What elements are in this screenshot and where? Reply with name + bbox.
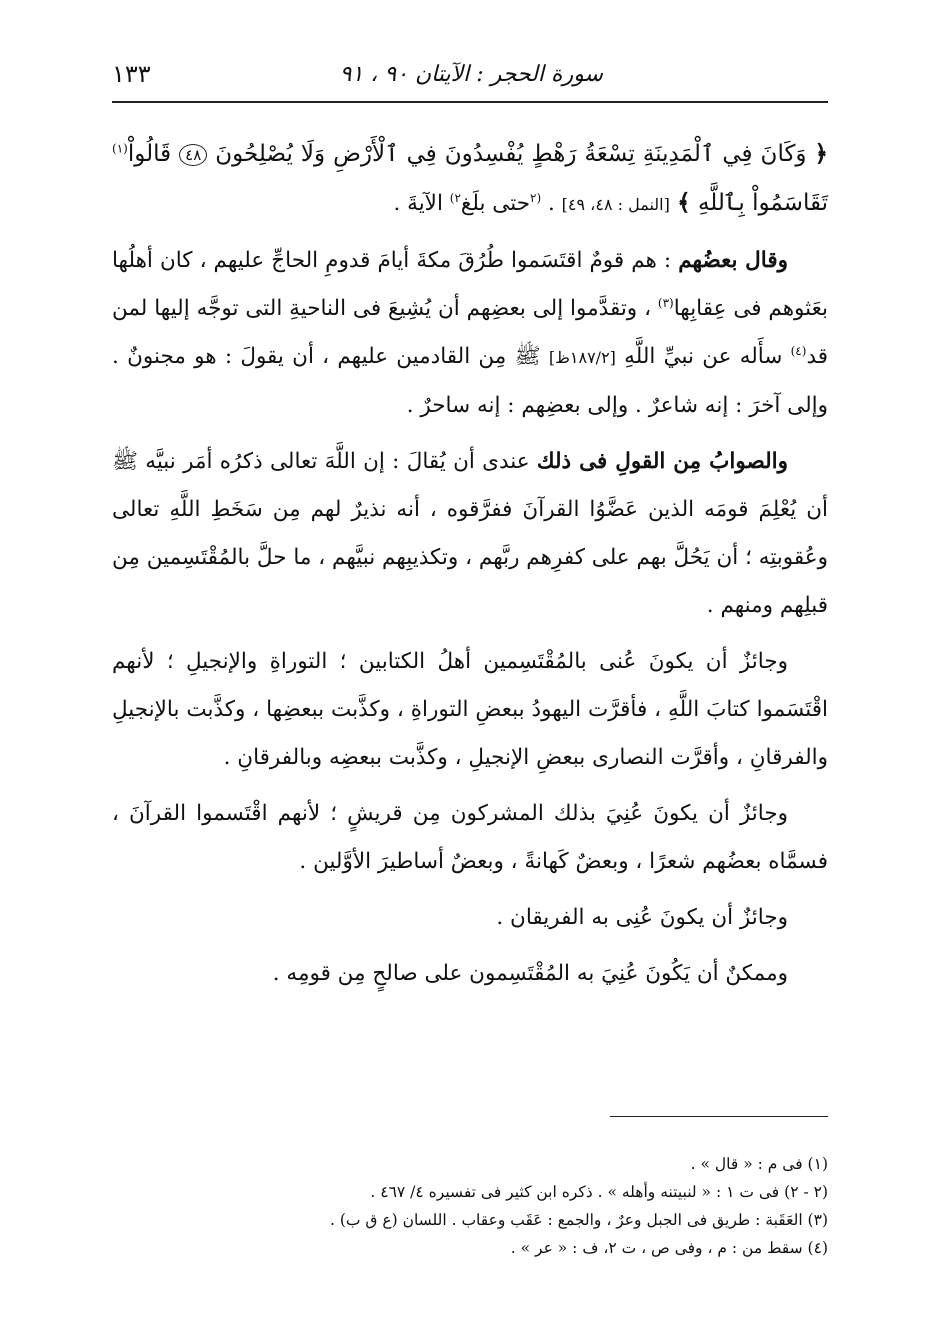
text-segment: سأَله عن نبيِّ اللَّهِ (624, 344, 783, 369)
page-header (112, 62, 828, 102)
quran-close-bracket: ﴾ (677, 189, 691, 216)
text-segment: حتى بلَغ (460, 191, 530, 216)
paragraph-lead: والصوابُ مِن القولِ فى ذلك (536, 449, 789, 474)
footnote: (١) فى م : « قال » . (690, 1155, 828, 1173)
footnote: (٣) العَقَبة : طريق فى الجبل وعرٌ ، والجمع : عَقَب وعقاب . اللسان (ع ق ب) . (329, 1211, 828, 1229)
text-segment: أن يُعْلِمَ قومَه الذين عَضَّوُا القرآنَ ففرَّقوه ، أنه نذيرٌ لهم مِن سَخَطِ اللَّهِ تعالى وعُقوبتِه ؛ أن يَحُلَّ بهم على كفرِهم ربَّهم ، وتكذيبِهم نبيَّهم ، ما حلَّ بالمُقْتَسِمين مِن قبلِهم ومنهم . (112, 497, 828, 618)
paragraph (112, 237, 828, 430)
verse-text: وَكَانَ فِي ٱلْمَدِينَةِ تِسْعَةُ رَهْطٍ يُفْسِدُونَ فِي ٱلْأَرْضِ وَلَا يُصْلِحُونَ (215, 141, 807, 167)
verse-number-marker: ٤٨ (179, 144, 207, 166)
running-title: سورة الحجر : الآيتان ٩٠ ، ٩١ (339, 62, 603, 87)
footnote-marker: (١) (112, 141, 128, 156)
paragraph (112, 438, 828, 630)
quran-verse-paragraph (112, 130, 828, 229)
paragraph: وممكنٌ أن يَكُونَ عُنِيَ به المُقْتَسِمون على صالحٍ مِن قومِه . (272, 961, 788, 986)
salla-glyph: ﷺ (112, 449, 138, 474)
footnote: (٢ - ٢) فى ت ١ : « لنبيتنه وأهله » . ذكره ابن كثير فى تفسيره ٤/ ٤٦٧ . (370, 1183, 828, 1201)
quran-open-bracket: ﴿ (814, 140, 829, 167)
footnote-marker: (٢ (529, 190, 542, 205)
text-segment: : هم قومٌ اقتَسَموا طُرُقَ مكةَ أيامَ قدومِ الحاجِّ عليهم ، كان أهلُها بعَثوهم فى عِقابِها (112, 248, 828, 321)
text-segment: ، وتقدَّموا إلى بعضِهم أن يُشِيعَ فى الناحيةِ التى توجَّه إليها لمن قد (112, 296, 829, 369)
footnote-marker: ٢) (449, 190, 461, 205)
text-segment: مِن القادمين عليهم ، أن يقولَ : هو مجنونٌ . وإلى آخرَ : إنه شاعرٌ . وإلى بعضِهم : إنه ساحرٌ . (112, 344, 828, 418)
text-segment: عندى أن يُقالَ : إن اللَّهَ تعالى ذكرُه أمَر نبيَّه (145, 449, 530, 474)
manuscript-reference: [١٨٧/٢ظ] (548, 348, 616, 367)
paragraph-lead: وقال بعضُهم (678, 248, 788, 273)
footnote-rule (610, 1116, 828, 1117)
paragraph: وجائزٌ أن يكونَ عُنِى به الفريقان . (496, 905, 788, 930)
paragraph: وجائزٌ أن يكونَ عُنى بالمُقْتَسِمين أهلُ الكتابين ؛ التوراةِ والإنجيلِ ؛ لأنهم اقْتَسَموا كتابَ اللَّهِ ، فأقرَّت اليهودُ ببعضِ التوراةِ ، وكذَّبت ببعضِها ، وكذَّبت بالإنجيلِ والفرقانِ ، وأقرَّت النصارى ببعضِ الإنجيلِ ، وكذَّبت ببعضِه وبالفرقانِ . (112, 649, 828, 770)
footnote-marker: (٣) (657, 295, 674, 310)
quran-reference: [النمل : ٤٨، ٤٩] (561, 195, 670, 214)
footnote-marker: (٤) (790, 343, 807, 358)
verse-text-2: قَالُواْ (127, 141, 172, 167)
page-number: ١٣٣ (112, 60, 151, 88)
footnotes (112, 1150, 828, 1262)
footnote: (٤) سقط من : م ، وفى ص ، ت ٢، ف : « عر » . (510, 1239, 828, 1257)
text-segment: . (547, 191, 555, 216)
salla-glyph: ﷺ (514, 344, 541, 369)
header-rule (112, 101, 828, 103)
verse-text-3: تَقَاسَمُواْ بِٱللَّهِ (697, 190, 828, 216)
text-segment: الآيةَ . (393, 191, 443, 216)
main-text (112, 130, 828, 1006)
paragraph: وجائزٌ أن يكونَ عُنِيَ بذلك المشركون مِن قريشٍ ؛ لأنهم اقْتَسموا القرآنَ ، فسمَّاه بعضُهم شعرًا ، وبعضٌ كَهانةً ، وبعضٌ أساطيرَ الأوَّلين . (112, 801, 828, 874)
